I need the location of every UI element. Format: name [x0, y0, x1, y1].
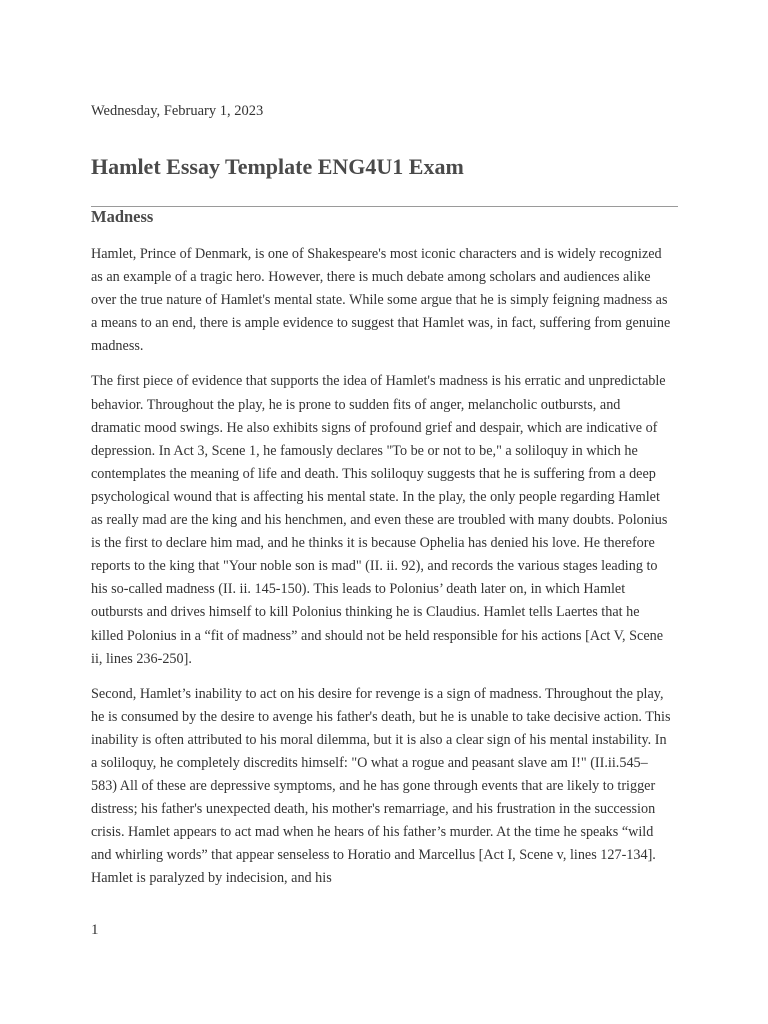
paragraph-1: Hamlet, Prince of Denmark, is one of Shakespeare's most iconic characters and is widely recognized as an example of a tragic hero. However, there is much debate among scholars and audiences alike over the true nature of Hamlet's mental state. While some argue that he is simply feigning madness as a means to an end, there is ample evidence to suggest that Hamlet was, in fact, suffering from genuine madness.	[91, 246, 671, 355]
document-title: Hamlet Essay Template ENG4U1 Exam	[91, 154, 464, 179]
title-divider	[91, 206, 678, 207]
document-date: Wednesday, February 1, 2023	[91, 103, 264, 119]
paragraph-3: Second, Hamlet’s inability to act on his desire for revenge is a sign of madness. Throughout the play, he is consumed by the desire to avenge his father's death, but he is unable to take decisive action. This inability is often attributed to his moral dilemma, but it is also a clear sign of his mental instability. In a soliloquy, he completely discredits himself: "O what a rogue and peasant slave am I!" (II.ii.545–583) All of these are depressive symptoms, and he has gone through events that are likely to trigger distress; his father's unexpected death, his mother's remarriage, and his frustration in the succession crisis. Hamlet appears to act mad when he hears of his father’s murder. At the time he speaks “wild and whirling words” that appear senseless to Horatio and Marcellus [Act I, Scene v, lines 127-134]. Hamlet is paralyzed by indecision, and his	[91, 685, 671, 887]
section-heading: Madness	[91, 207, 154, 226]
paragraph-2: The first piece of evidence that supports the idea of Hamlet's madness is his erratic and unpredictable behavior. Throughout the play, he is prone to sudden fits of anger, melancholic outbursts, and dramatic mood swings. He also exhibits signs of profound grief and despair, which are indicative of depression. In Act 3, Scene 1, he famously declares "To be or not to be," a soliloquy in which he contemplates the meaning of life and death. This soliloquy suggests that he is suffering from a deep psychological wound that is affecting his mental state. In the play, the only people regarding Hamlet as really mad are the king and his henchmen, and even these are troubled with many doubts. Polonius is the first to declare him mad, and he thinks it is because Ophelia has denied his love. He therefore reports to the king that "Your noble son is mad" (II. ii. 92), and records the various stages leading to his so-called madness (II. ii. 145-150). This leads to Polonius’ death later on, in which Hamlet outbursts and drives himself to kill Polonius thinking he is Claudius. Hamlet tells Laertes that he killed Polonius in a “fit of madness” and should not be held responsible for his actions [Act V, Scene ii, lines 236-250].	[91, 373, 668, 667]
essay-body	[91, 243, 673, 903]
page-number: 1	[91, 922, 99, 938]
